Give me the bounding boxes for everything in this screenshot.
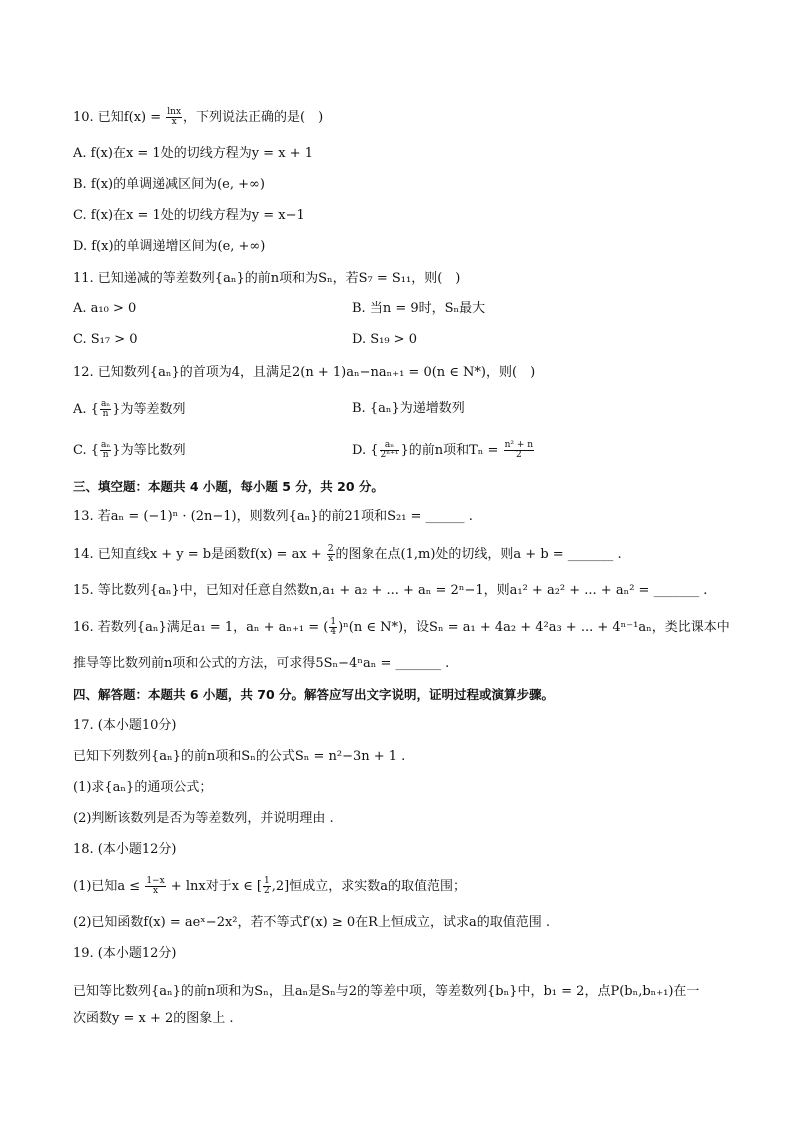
q18-p1-num2: 1: [263, 876, 270, 886]
q14-num: 2: [327, 544, 334, 554]
q16-den: 4: [330, 627, 337, 637]
q11-option-a: A. a₁₀ > 0: [73, 301, 137, 316]
q18-p1-fraction: [145, 877, 165, 896]
q17-part1: (1)求{aₙ}的通项公式；: [73, 780, 213, 795]
q17-title: 17. (本小题10分): [73, 718, 177, 733]
q18-p1-den: x: [152, 886, 159, 896]
q10-fraction: [166, 108, 182, 127]
q12-d-fraction2: [504, 441, 534, 460]
q12-d-den: 2ⁿ⁺¹: [380, 450, 399, 460]
q12-d-num: aₙ: [380, 441, 400, 451]
q19-title: 19. (本小题12分): [73, 946, 177, 961]
q12-d-mid: }的前n项和Tₙ =: [400, 443, 503, 458]
q14-pre: 14. 已知直线x + y = b是函数f(x) = ax +: [73, 547, 326, 562]
q18-p1-pre: (1)已知a ≤: [73, 879, 145, 894]
q10-option-c: C. f(x)在x = 1处的切线方程为y = x−1: [73, 208, 305, 223]
q12-a-den: n: [102, 409, 109, 419]
q12-d-den2: 2: [515, 450, 522, 460]
q12-option-c: [73, 441, 186, 460]
q12-d-pre: D. {: [352, 443, 379, 458]
q18-p1-mid: + lnx对于x ∈ [: [166, 879, 262, 894]
q12-c-num: aₙ: [101, 440, 111, 450]
q12-a-fraction: [100, 400, 111, 419]
section-4-heading: 四、解答题：本题共 6 小题，共 70 分。解答应写出文字说明，证明过程或演算步骤。: [73, 687, 555, 702]
q16-pre: 16. 若数列{aₙ}满足a₁ = 1，aₙ + aₙ₊₁ = (: [73, 620, 329, 635]
q19-line1: 已知等比数列{aₙ}的前n项和为Sₙ，且aₙ是Sₙ与2的等差中项，等差数列{bₙ}中，b₁ = 2，点P(bₙ,bₙ₊₁)在一: [73, 984, 700, 999]
q16-line2: 推导等比数列前n项和公式的方法，可求得5Sₙ−4ⁿaₙ = _______ .: [73, 656, 450, 671]
q17-part2: (2)判断该数列是否为等差数列，并说明理由 .: [73, 811, 334, 826]
q10-option-d: D. f(x)的单调递增区间为(e, +∞): [73, 239, 266, 254]
q14-post: 的图象在点(1,m)处的切线，则a + b = _______ .: [335, 547, 622, 562]
q11-option-c: C. S₁₇ > 0: [73, 332, 138, 347]
q12-a-pre: A. {: [73, 402, 99, 417]
q11-option-d: D. S₁₉ > 0: [352, 332, 417, 347]
q12-d-num2: n² + n: [504, 440, 534, 450]
q18-part1: [73, 877, 466, 896]
q10-stem-pre: 10. 已知: [73, 110, 124, 125]
q16-post: )ⁿ(n ∈ N*)，设Sₙ = a₁ + 4a₂ + 4²a₃ + ... + 4ⁿ⁻¹aₙ，类比课本中: [338, 620, 730, 635]
q18-p1-fraction2: [263, 877, 271, 896]
q12-c-pre: C. {: [73, 443, 100, 458]
q12-stem: 12. 已知数列{aₙ}的首项为4，且满足2(n + 1)aₙ−naₙ₊₁ = 0(n ∈ N*)，则( ): [73, 365, 536, 380]
q18-p1-post: ,2]恒成立，求实数a的取值范围；: [271, 879, 466, 894]
q10-frac-den: x: [171, 117, 177, 127]
q12-d-fraction: [380, 441, 400, 460]
q12-a-post: }为等差数列: [112, 402, 186, 417]
q16-line1: [73, 618, 730, 637]
q10-stem: [73, 108, 323, 127]
q16-fraction: [329, 618, 337, 637]
q10-option-b: B. f(x)的单调递减区间为(e, +∞): [73, 177, 265, 192]
q12-option-b: B. {aₙ}为递增数列: [352, 401, 465, 416]
q12-option-a: [73, 400, 185, 419]
q16-num: 1: [330, 617, 337, 627]
q14-fraction: [327, 545, 335, 564]
q12-option-d: [352, 441, 535, 460]
q12-a-num: aₙ: [100, 399, 111, 409]
q18-part2: (2)已知函数f(x) = aeˣ−2x²，若不等式f′(x) ≥ 0在R上恒成立，试求a的取值范围 .: [73, 915, 550, 930]
q14-den: x: [328, 554, 334, 564]
q10-func: f(x) =: [123, 110, 166, 125]
q11-stem: 11. 已知递减的等差数列{aₙ}的前n项和为Sₙ，若S₇ = S₁₁，则( ): [73, 271, 461, 286]
q12-c-den: n: [102, 450, 109, 460]
section-3-heading: 三、填空题：本题共 4 小题，每小题 5 分，共 20 分。: [73, 479, 384, 494]
q15: 15. 等比数列{aₙ}中，已知对任意自然数n,a₁ + a₂ + ... + aₙ = 2ⁿ−1，则a₁² + a₂² + ... + aₙ² = _______ .: [73, 583, 708, 598]
q13: 13. 若aₙ = (−1)ⁿ · (2n−1)，则数列{aₙ}的前21项和S₂₁ = ______ .: [73, 509, 473, 524]
q18-title: 18. (本小题12分): [73, 842, 177, 857]
q19-line2: 次函数y = x + 2的图象上 .: [73, 1011, 234, 1026]
q14: [73, 545, 622, 564]
q12-c-fraction: [100, 441, 111, 460]
q11-option-b: B. 当n = 9时，Sₙ最大: [352, 301, 486, 316]
q18-p1-num: 1−x: [146, 876, 165, 886]
q18-p1-den2: 2: [263, 886, 270, 896]
q12-c-post: }为等比数列: [112, 443, 186, 458]
q10-frac-num: lnx: [167, 107, 182, 117]
q10-stem-post: ，下列说法正确的是( ): [183, 110, 324, 125]
q10-option-a: A. f(x)在x = 1处的切线方程为y = x + 1: [73, 146, 313, 161]
q17-stem: 已知下列数列{aₙ}的前n项和Sₙ的公式Sₙ = n²−3n + 1 .: [73, 749, 406, 764]
